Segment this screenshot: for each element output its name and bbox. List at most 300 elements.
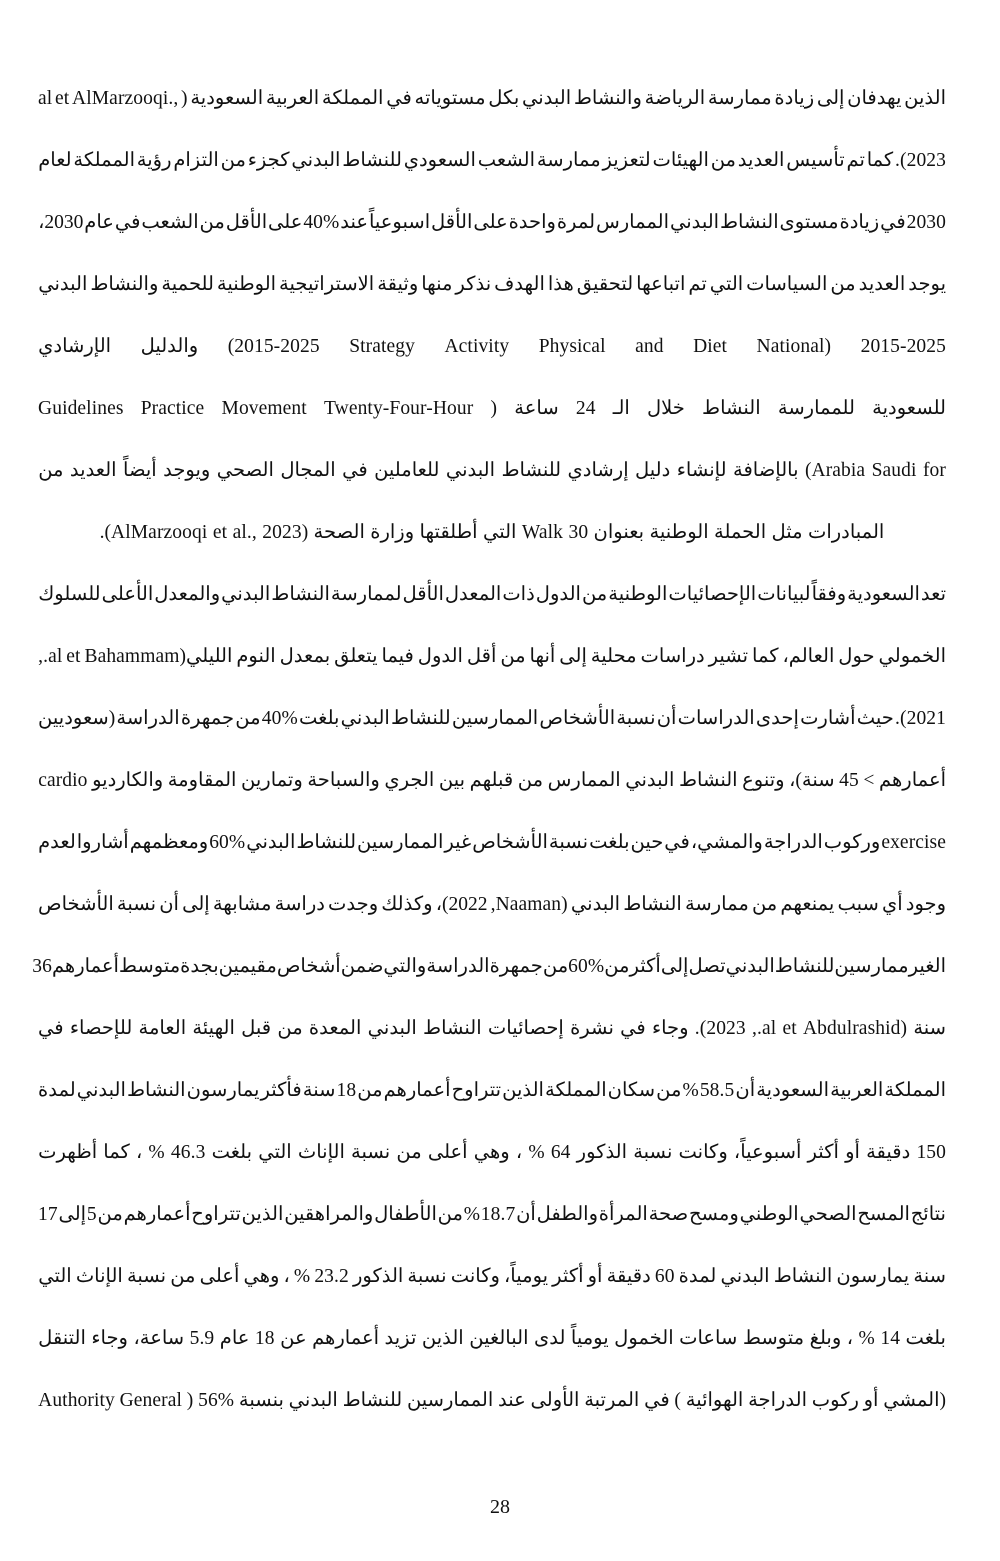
text-word: أي [881, 894, 903, 915]
text-word: الدول [417, 646, 463, 667]
text-line [38, 998, 946, 1060]
text-word: المعدة [308, 1018, 362, 1039]
text-word: أن [516, 1204, 536, 1225]
text-word: منها [421, 274, 453, 295]
text-word: العامة [138, 1018, 187, 1039]
text-word: جمهرة [489, 956, 543, 977]
text-word: يومياً [570, 1328, 609, 1349]
text-word: المسح [857, 1204, 910, 1225]
text-word: 2021). [895, 708, 946, 729]
text-word: مستوياته [414, 88, 486, 109]
text-word: عام [84, 212, 114, 233]
text-word: البدني [288, 1390, 338, 1411]
text-word: الذكور [352, 1266, 404, 1287]
text-word: مقيمين [218, 956, 277, 977]
text-word: يمارسون [186, 1080, 260, 1101]
text-word: للسلوك [38, 584, 101, 605]
text-word: نشرة [570, 1018, 614, 1039]
text-word: للعاملين [374, 460, 440, 481]
text-word: إلى [182, 894, 210, 915]
text-word: ذات [502, 584, 535, 605]
text-word: فأكثر [260, 1080, 302, 1101]
text-word: والتي [383, 956, 427, 977]
text-word: والنشاط [90, 274, 159, 295]
text-word: السعودية [190, 88, 264, 109]
text-word: الدراجة [763, 832, 823, 853]
text-word: تتراوح [191, 1204, 241, 1225]
text-word: 2030، [38, 212, 84, 233]
text-word: (المشي [883, 1390, 946, 1411]
text-word: يمنعهم [780, 894, 835, 915]
text-word: أقل [466, 646, 497, 667]
text-word: لبيانات [757, 584, 811, 605]
text-word: الـ [612, 398, 630, 419]
text-word: 45 [839, 770, 859, 791]
text-word: البدني [340, 708, 390, 729]
text-line [38, 1370, 946, 1432]
text-word: المملكة [73, 150, 135, 171]
text-word: 18 [254, 1328, 275, 1349]
text-word: ( [181, 88, 188, 109]
text-word: حيث [856, 708, 894, 729]
text-word: هذا [547, 274, 574, 295]
text-word: الجري [384, 770, 435, 791]
text-word: ممارسة [536, 150, 601, 171]
text-word: 14 [880, 1328, 901, 1349]
text-word: الشعب [477, 150, 536, 171]
text-word: في [644, 1390, 670, 1411]
text-word: للحمية [161, 274, 214, 295]
text-word: وجاء [651, 1018, 689, 1039]
text-word: 2023). [694, 1018, 746, 1039]
text-word: والكارديو [92, 770, 164, 791]
text-word: ومعظمهم [129, 832, 209, 853]
text-word: سكان [607, 1080, 656, 1101]
text-word: العديد [858, 274, 906, 295]
text-word: الصحي [216, 460, 274, 481]
text-word: بلغت [905, 1328, 946, 1349]
text-word: دقيقة [866, 1142, 911, 1163]
text-word: for [922, 460, 946, 481]
text-word: الهيئة [192, 1018, 235, 1039]
text-word: al., [751, 1018, 777, 1039]
text-word: نسبة [351, 1142, 391, 1163]
text-word: لعدم [38, 832, 76, 853]
text-word: وكذلك [381, 894, 433, 915]
text-word: إحصائيات [487, 1018, 564, 1039]
text-word: % [682, 1080, 699, 1101]
text-word: الشعب [141, 212, 199, 233]
text-word: 64 [550, 1142, 571, 1163]
text-word: وتنوع [742, 770, 785, 791]
text-word: كما [103, 1142, 130, 1163]
text-word: الوطنية [216, 274, 277, 295]
text-word: البدني [521, 88, 572, 109]
text-word: نذكر [455, 274, 492, 295]
text-word: متوسط [118, 956, 181, 977]
text-word: البدني [76, 1080, 126, 1101]
text-word: نسبة [633, 1142, 673, 1163]
text-word: وجدت [328, 894, 379, 915]
text-word: النشاط [271, 584, 330, 605]
text-word: أعلى [199, 1266, 240, 1287]
text-word: والدليل [140, 336, 199, 357]
text-word: ( [490, 398, 498, 419]
text-line [38, 812, 946, 874]
text-word: لممارسة [330, 584, 402, 605]
text-word: (Naaman, [490, 894, 568, 915]
text-word: لتحقيق [576, 274, 634, 295]
text-word: لعام [38, 150, 72, 171]
text-word: Practice [140, 398, 205, 419]
text-word: النشاط [623, 894, 682, 915]
text-word: عند [498, 1390, 526, 1411]
text-word: Twenty-Four-Hour [323, 398, 474, 419]
text-word: للممارسة [777, 398, 855, 419]
text-word: تم [846, 150, 865, 171]
text-word: نسبة [116, 894, 157, 915]
text-word: العديد [69, 460, 117, 481]
text-line [38, 688, 946, 750]
text-word: وركوب [823, 832, 881, 853]
text-word: 60 [654, 1266, 675, 1287]
text-word: بين [438, 770, 466, 791]
text-word: الإناث [75, 1266, 123, 1287]
text-word: 2015-2025 [860, 336, 946, 357]
text-word: أعمارهم [383, 1080, 451, 1101]
text-word: Strategy [349, 336, 415, 357]
text-word: سبب [837, 894, 879, 915]
text-word: الخمولي [878, 646, 946, 667]
text-word: النشاط [702, 398, 761, 419]
text-word: من [38, 460, 64, 481]
text-word: الأشخاص [38, 894, 114, 915]
text-word: (National [756, 336, 832, 357]
text-word: دليل [635, 460, 671, 481]
text-word: الدول [535, 584, 581, 605]
text-word: تعد [920, 584, 946, 605]
text-word: نسبة [616, 708, 656, 729]
text-word: وهي [473, 1142, 510, 1163]
text-word: بمعدل [279, 646, 331, 667]
text-word: الليلي(Bahammam [84, 646, 233, 667]
text-word: من [500, 646, 526, 667]
text-word: أظهرت [38, 1142, 98, 1163]
text-word: أو [863, 1390, 879, 1411]
text-word: أعلى [427, 1142, 468, 1163]
text-word: لمدة [38, 1080, 76, 1101]
text-word: من [542, 956, 569, 977]
text-word: 2023). [895, 150, 946, 171]
text-word: أشارت [800, 708, 856, 729]
text-word: 5 [86, 1204, 97, 1225]
text-word: الصحي [799, 1204, 857, 1225]
text-word: أو [587, 1266, 603, 1287]
text-word: من [170, 1266, 196, 1287]
text-word: 40% [303, 212, 340, 233]
text-word: من [581, 584, 608, 605]
text-word: وكانت [450, 1266, 500, 1287]
text-word: الدراسة [426, 956, 490, 977]
text-word: أن [656, 708, 677, 729]
text-word: السعودية [847, 584, 920, 605]
text-word: ، [135, 1142, 143, 1163]
text-word: et [782, 1018, 797, 1039]
text-word: الإناث [297, 1142, 345, 1163]
text-word: البدني [38, 274, 88, 295]
text-word: الذين [421, 1328, 464, 1349]
text-word: أعمارهم [879, 770, 946, 791]
text-word: البالغين [469, 1328, 529, 1349]
text-word: والمعدل [154, 584, 221, 605]
text-line [38, 1060, 946, 1122]
text-word: للإحصاء [69, 1018, 133, 1039]
text-word: 58.5 [699, 1080, 735, 1101]
text-word: يتعلق [334, 646, 378, 667]
text-word: وكانت [678, 1142, 728, 1163]
text-word: وجاء [91, 1328, 128, 1349]
text-line [38, 874, 946, 936]
text-line [38, 254, 946, 316]
text-word: 60% [568, 956, 605, 977]
text-word: (Abdulrashid [802, 1018, 908, 1039]
text-word: ,.AlMarzooqi [72, 88, 179, 109]
text-word: البدني [720, 1266, 770, 1287]
text-word: قبلهم [469, 770, 514, 791]
text-word: من [604, 956, 630, 977]
text-word: ويوجد [163, 460, 211, 481]
text-word: أكثر [807, 1142, 839, 1163]
text-word: لمدة [678, 1266, 717, 1287]
text-word: 56% [198, 1390, 235, 1411]
text-word: للسعودية [872, 398, 946, 419]
text-word: في [114, 212, 141, 233]
text-word: الدراجة [748, 1390, 808, 1411]
text-word: يومياً، [504, 1266, 549, 1287]
text-word: للنشاط [342, 1390, 403, 1411]
text-word: المملكة [884, 1080, 946, 1101]
text-word: تشير [708, 646, 749, 667]
text-word: الغير [908, 956, 946, 977]
text-word: التي [258, 1142, 292, 1163]
text-word: أكثر [629, 956, 661, 977]
text-line [38, 564, 946, 626]
text-word: واحدة [508, 212, 556, 233]
text-word: حين [630, 832, 664, 853]
text-word: للنشاط [342, 150, 402, 171]
text-line [38, 68, 946, 130]
text-word: Diet [693, 336, 728, 357]
text-word: البدني [246, 832, 296, 853]
text-word: 2015-2025) [227, 336, 320, 357]
text-word: وفقاً [811, 584, 847, 605]
text-word: إرشادي [567, 460, 629, 481]
text-word: أعمارهم [312, 1328, 380, 1349]
text-word: النشاط [678, 770, 738, 791]
text-word: الممارسين [451, 708, 539, 729]
text-word: من [199, 212, 225, 233]
text-line [38, 192, 946, 254]
text-word: يمارسون [836, 1266, 910, 1287]
text-word: تأسيس [786, 150, 845, 171]
text-word: العديد [737, 150, 785, 171]
text-word: سنة [913, 1266, 946, 1287]
text-word: (سعوديين [38, 708, 116, 729]
text-word: على [473, 212, 508, 233]
text-word: للنشاط [501, 460, 562, 481]
text-word: لدى [533, 1328, 566, 1349]
text-line [32, 936, 946, 998]
text-word: 24 [575, 398, 596, 419]
text-word: مشابهة [212, 894, 272, 915]
text-word: and [635, 336, 664, 357]
text-word: 18.7 [480, 1204, 516, 1225]
text-word: الدراسات [677, 708, 755, 729]
text-word: الوطني [739, 1204, 799, 1225]
text-word: صحة [648, 1204, 689, 1225]
text-word: 2030 [906, 212, 946, 233]
text-word: التي [38, 1266, 72, 1287]
text-word: General [119, 1390, 183, 1411]
body-text-block [32, 68, 946, 1432]
text-word: أنها [529, 646, 556, 667]
text-word: دقيقة [606, 1266, 651, 1287]
text-word: من [437, 1204, 463, 1225]
text-word: البدني [445, 460, 496, 481]
text-word: بكل [488, 88, 520, 109]
text-word: et [66, 646, 81, 667]
text-line [38, 440, 946, 502]
text-word: الأطفال [374, 1204, 437, 1225]
text-line [38, 378, 946, 440]
text-word: البدني [570, 894, 621, 915]
text-word: فيما [381, 646, 414, 667]
text-word: % [463, 1204, 481, 1225]
text-word: الذكور [576, 1142, 628, 1163]
text-word: الهوائية [685, 1390, 744, 1411]
text-word: التي [709, 274, 744, 295]
text-word: أعمارهم [123, 1204, 191, 1225]
text-word: الهيئات [652, 150, 709, 171]
text-word: من [830, 274, 856, 295]
text-word: النوم [236, 646, 276, 667]
text-line [38, 1246, 946, 1308]
text-word: تزيد [384, 1328, 417, 1349]
text-word: المعدل [444, 584, 502, 605]
text-word: للنشاط [296, 832, 357, 853]
text-word: النشاط [126, 1080, 186, 1101]
text-word: متوسط [742, 1328, 805, 1349]
text-word: الممارسين [357, 832, 444, 853]
text-word: من [220, 150, 246, 171]
text-word: من [235, 708, 261, 729]
text-word: بلغت [299, 708, 340, 729]
text-word: من [751, 894, 778, 915]
text-word: al., [38, 646, 63, 667]
text-line: المبادرات مثل الحملة الوطنية بعنوان Walk 30 التي أطلقتها وزارة الصحة (AlMarzooqi et al., 2023). [99, 522, 885, 543]
text-word: العربية [830, 1080, 884, 1101]
text-word: إلى [660, 956, 689, 977]
text-word: 36 [32, 956, 52, 977]
text-word: Activity [444, 336, 510, 357]
text-word: النشاط [773, 1266, 833, 1287]
text-word: إحدى [755, 708, 799, 729]
text-word: الهدف [494, 274, 545, 295]
text-word: المملكة [545, 1080, 607, 1101]
text-word: كما [752, 646, 779, 667]
text-word: أو [845, 1142, 860, 1163]
text-word: ) [674, 1390, 681, 1411]
text-word: الأقل [402, 584, 444, 605]
text-word: جمهرة [180, 708, 235, 729]
text-word: % [858, 1328, 875, 1349]
text-word: السياسات [746, 274, 828, 295]
text-word: والسباحة [307, 770, 380, 791]
text-word: الرياضة [644, 88, 706, 109]
text-word: وهي [243, 1266, 280, 1287]
text-word: لإنشاء [676, 460, 727, 481]
text-word: al [38, 88, 53, 109]
text-word: النشاط [423, 1018, 482, 1039]
text-word: بنسبة [238, 1390, 284, 1411]
text-word: زيادة [839, 212, 880, 233]
text-word: ساعة [514, 398, 559, 419]
text-word: كجزء [247, 150, 290, 171]
text-word: أن [159, 894, 179, 915]
text-word: et [55, 88, 70, 109]
text-word: في [664, 832, 690, 853]
text-word: الذين [241, 1204, 284, 1225]
text-word: ومسح [688, 1204, 739, 1225]
text-word: ممارسة [707, 88, 772, 109]
text-word: 46.3 [170, 1142, 206, 1163]
text-word: والطفل [536, 1204, 599, 1225]
text-word: من [357, 1080, 383, 1101]
text-word: التنقل [38, 1328, 86, 1349]
text-word: خلال [647, 398, 685, 419]
text-line [38, 1308, 946, 1370]
text-word: المرتبة [584, 1390, 640, 1411]
text-word: تتراوح [451, 1080, 502, 1101]
text-line [38, 316, 946, 378]
text-word: بجدة [180, 956, 219, 977]
text-word: البدني [291, 150, 341, 171]
text-word: الخمول [614, 1328, 674, 1349]
text-line [38, 750, 946, 812]
text-word: سنة [913, 1018, 946, 1039]
text-word: والمراهقين [284, 1204, 374, 1225]
text-word: الإحصائيات [668, 584, 757, 605]
text-word: الذين [904, 88, 946, 109]
text-word: ركوب [811, 1390, 859, 1411]
text-word: من [656, 1080, 682, 1101]
text-word: ممارسين [834, 956, 909, 977]
text-word: إلى [559, 646, 587, 667]
text-word: أسبوعياً، [733, 1142, 802, 1163]
text-word: أن [735, 1080, 756, 1101]
text-word: على [268, 212, 303, 233]
text-word: أيضاً [123, 460, 157, 481]
text-word: 40% [261, 708, 298, 729]
text-word: الممارس [547, 770, 621, 791]
text-word: ، [515, 1142, 523, 1163]
text-word: 150 [916, 1142, 946, 1163]
text-word: > [863, 770, 875, 791]
text-word: من [517, 770, 544, 791]
text-word: لتعزيز [602, 150, 651, 171]
text-word: ساعة، [133, 1328, 185, 1349]
text-word: الأقل [225, 212, 268, 233]
